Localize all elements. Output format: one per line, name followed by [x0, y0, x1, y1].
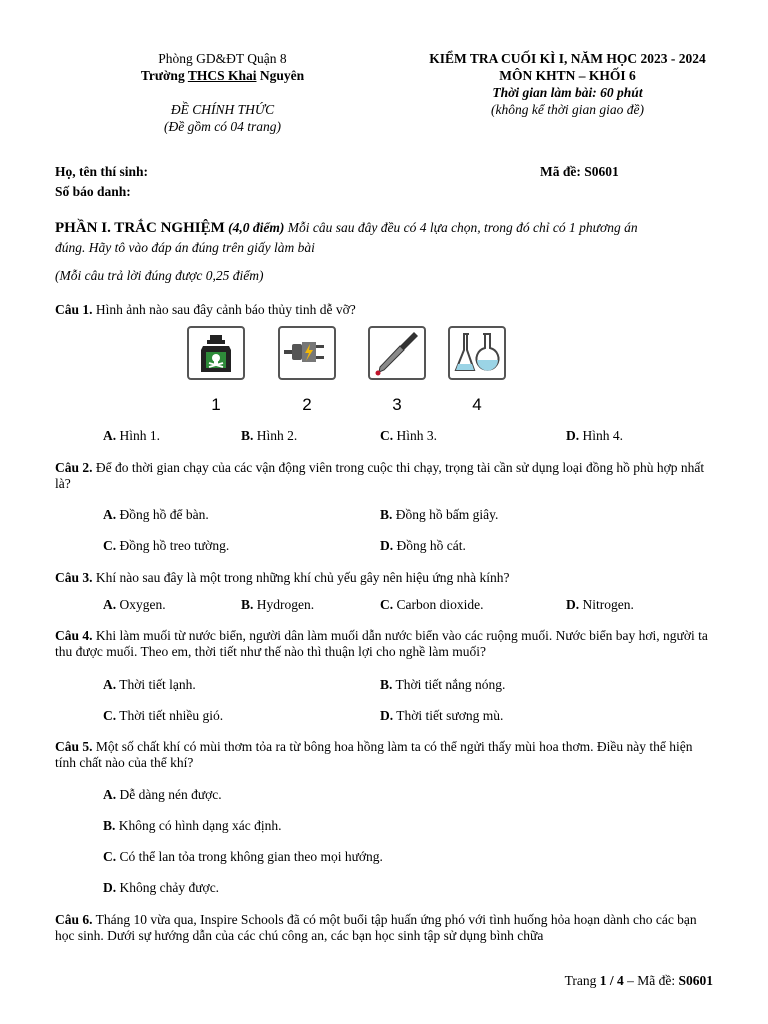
student-name-label: Họ, tên thí sinh:: [55, 164, 149, 179]
q5-option-b: B. Không có hình dạng xác định.: [103, 818, 282, 833]
icon-number-4: 4: [472, 395, 482, 414]
department-name: Phòng GD&ĐT Quận 8: [158, 51, 287, 66]
q3-option-b: B. Hydrogen.: [241, 597, 315, 612]
question-5: Câu 5. Một số chất khí có mùi thơm tỏa ra từ bông hoa hồng làm ta có thể ngửi thấy mùi hoa thơm. Điều này thể hiện tính chất nào của thể khí?: [55, 739, 693, 770]
section-instruction-2: đúng. Hãy tô vào đáp án đúng trên giấy làm bài: [55, 240, 315, 255]
duration-note: (không kể thời gian giao đề): [490, 102, 645, 117]
exam-code: Mã đề: S0601: [540, 164, 619, 179]
electric-plug-icon: [278, 326, 336, 380]
footer-exam-code: S0601: [678, 973, 713, 988]
subject-title: MÔN KHTN – KHỐI 6: [499, 68, 636, 83]
school-name: Trường THCS Khai Nguyên: [140, 68, 305, 83]
header-right: [400, 50, 735, 118]
icon-number-3: 3: [392, 395, 402, 414]
q5-option-a: A. Dễ dàng nén được.: [103, 787, 222, 802]
student-id-label: Số báo danh:: [55, 184, 131, 199]
section-instruction-1: Mỗi câu sau đây đều có 4 lựa chọn, trong đó chỉ có 1 phương án: [287, 220, 638, 235]
question-2: Câu 2. Để đo thời gian chạy của các vận động viên trong cuộc thi chạy, trọng tài cần sử dụng loại đồng hồ phù hợp nhất là?: [55, 460, 705, 491]
question-1: Câu 1. Hình ảnh nào sau đây cảnh báo thủy tinh dễ vỡ?: [55, 302, 356, 317]
exam-duration: Thời gian làm bài: 60 phút: [492, 85, 643, 100]
knife-icon: [368, 326, 426, 380]
q4-option-a: A. Thời tiết lạnh.: [103, 677, 196, 692]
q5-option-d: D. Không chảy được.: [103, 880, 220, 895]
question-6: Câu 6. Tháng 10 vừa qua, Inspire Schools đã có một buổi tập huấn ứng phó với tình huống hỏa hoạn dành cho các bạn học sinh. Dưới sự hướng dẫn của các chú công an, các bạn học sinh tập sử dụng bình chữa: [55, 912, 697, 943]
question-4: Câu 4. Khi làm muối từ nước biển, người dân làm muối dẫn nước biển vào các ruộng muối. Nước biển bay hơi, người ta thu được muối. Theo em, thời tiết như thế nào thì thuận lợi cho nghề làm muối?: [55, 628, 708, 659]
q4-option-b: B. Thời tiết nắng nóng.: [380, 677, 506, 692]
q1-option-c: C. Hình 3.: [380, 428, 437, 443]
q2-option-c: C. Đồng hồ treo tường.: [103, 538, 230, 553]
page-footer: Trang 1 / 4 – Mã đề: S0601: [564, 973, 713, 988]
q1-option-a: A. Hình 1.: [103, 428, 160, 443]
icon-number-1: 1: [211, 395, 221, 414]
page-count-note: (Đề gồm có 04 trang): [164, 119, 281, 134]
q3-option-d: D. Nitrogen.: [566, 597, 634, 612]
q4-option-c: C. Thời tiết nhiều gió.: [103, 708, 224, 723]
glassware-icon: [448, 326, 506, 380]
page-number: 1 / 4: [599, 973, 624, 988]
q2-option-d: D. Đồng hồ cát.: [380, 538, 466, 553]
icon-number-2: 2: [302, 395, 312, 414]
official-label: ĐỀ CHÍNH THỨC: [170, 102, 275, 117]
poison-bottle-icon: [187, 326, 245, 380]
section-title: PHẦN I. TRẮC NGHIỆM: [55, 220, 225, 236]
scoring-note: (Mỗi câu trả lời đúng được 0,25 điểm): [55, 268, 264, 283]
q2-option-b: B. Đồng hồ bấm giây.: [380, 507, 499, 522]
q2-option-a: A. Đồng hồ để bàn.: [103, 507, 209, 522]
q3-option-a: A. Oxygen.: [103, 597, 166, 612]
q1-option-d: D. Hình 4.: [566, 428, 623, 443]
q5-option-c: C. Có thể lan tỏa trong không gian theo mọi hướng.: [103, 849, 383, 864]
header-left: [120, 50, 325, 135]
q4-option-d: D. Thời tiết sương mù.: [380, 708, 504, 723]
section-points: (4,0 điểm): [228, 220, 285, 235]
q1-option-b: B. Hình 2.: [241, 428, 298, 443]
question-3: Câu 3. Khí nào sau đây là một trong những khí chủ yếu gây nên hiệu ứng nhà kính?: [55, 570, 510, 585]
q3-option-c: C. Carbon dioxide.: [380, 597, 484, 612]
section-heading: [55, 218, 717, 258]
exam-title: KIỂM TRA CUỐI KÌ I, NĂM HỌC 2023 - 2024: [429, 51, 706, 66]
